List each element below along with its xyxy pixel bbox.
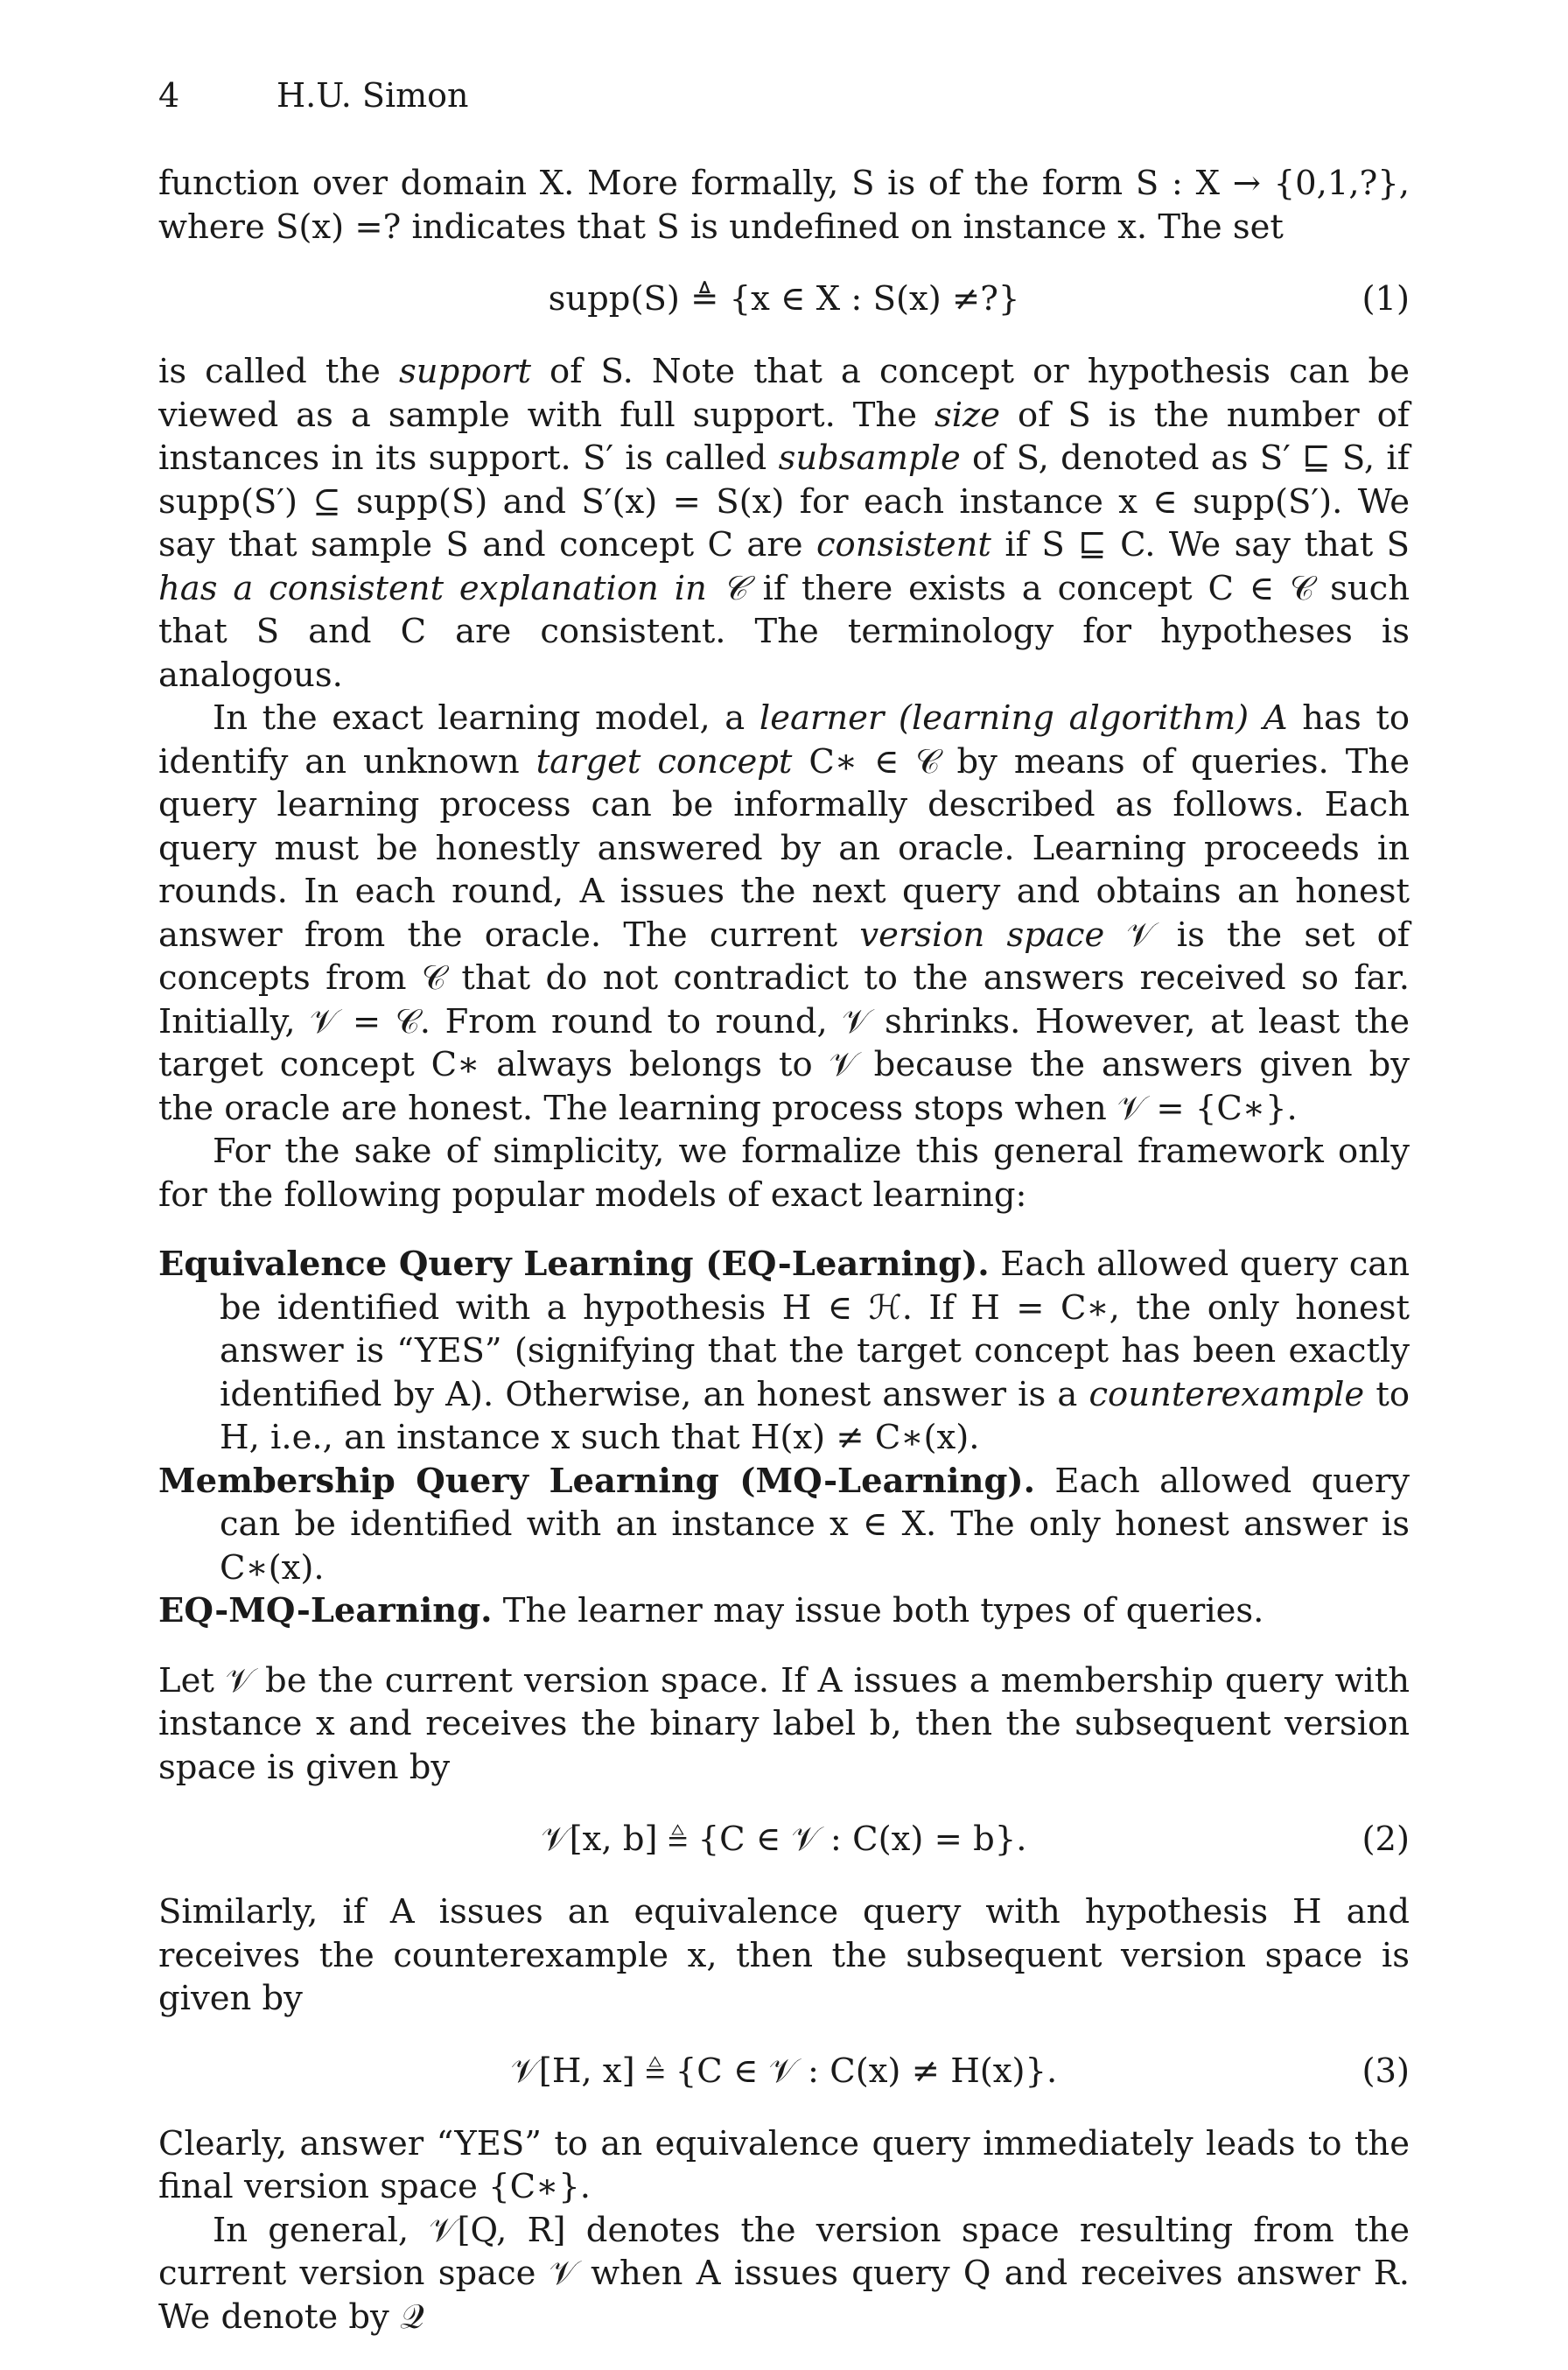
equation-number: (3) (1362, 2051, 1410, 2091)
paragraph: In general, 𝒱[Q, R] denotes the version space resulting from the current version space 𝒱 when A issues query Q and receives answer R. We denote by 𝒬 (158, 2210, 1410, 2337)
equation-3 (158, 2050, 1410, 2093)
paragraph: is called the support of S. Note that a concept or hypothesis can be viewed as a sample with full support. The size of S is the number of instances in its support. S′ is called subsample of S, denoted as S′ ⊑ S, if supp(S′) ⊆ supp(S) and S′(x) = S(x) for each instance x ∈ supp(S′). We say that sample S and concept C are consistent if S ⊑ C. We say that S has a consistent explanation in 𝒞 if there exists a concept C ∈ 𝒞 such that S and C are consistent. The terminology for hypotheses is analogous. (158, 352, 1410, 695)
equation-1 (158, 277, 1410, 321)
paragraph: Clearly, answer “YES” to an equivalence query immediately leads to the final version space {C∗}. (158, 2123, 1410, 2206)
emphasis: has a consistent explanation in 𝒞 (158, 568, 747, 608)
emphasis: subsample (778, 438, 961, 478)
emphasis: learner (learning algorithm) A (759, 698, 1288, 738)
paragraph: Similarly, if A issues an equivalence query with hypothesis H and receives the counterexample x, then the subsequent version space is given by (158, 1892, 1410, 2018)
emphasis: support (399, 352, 531, 391)
equation-body: 𝒱[H, x] ≜ {C ∈ 𝒱 : C(x) ≠ H(x)}. (510, 2051, 1058, 2091)
body-text (158, 162, 1410, 2338)
emphasis: target concept (536, 741, 793, 782)
emphasis: version space (859, 915, 1105, 955)
equation-body: 𝒱[x, b] ≜ {C ∈ 𝒱 : C(x) = b}. (541, 1820, 1027, 1859)
definition-term: Equivalence Query Learning (EQ-Learning). (158, 1245, 990, 1284)
emphasis: consistent (816, 525, 991, 564)
definition-item: Membership Query Learning (MQ-Learning). Each allowed query can be identified with an instance x ∈ X. The only honest answer is C∗(x). (158, 1461, 1410, 1588)
paragraph: For the sake of simplicity, we formalize this general framework only for the following popular models of exact learning: (158, 1132, 1410, 1215)
definition-item: EQ-MQ-Learning. The learner may issue both types of queries. (158, 1591, 1264, 1630)
definition-item: Equivalence Query Learning (EQ-Learning). Each allowed query can be identified with a hypothesis H ∈ ℋ. If H = C∗, the only honest answer is “YES” (signifying that the target concept has been exactly identified by A). Otherwise, an honest answer is a counterexample to H, i.e., an instance x such that H(x) ≠ C∗(x). (158, 1245, 1410, 1457)
equation-number: (1) (1362, 279, 1410, 319)
emphasis: size (934, 395, 1001, 435)
emphasis: counterexample (1088, 1374, 1365, 1414)
paragraph: Let 𝒱 be the current version space. If A issues a membership query with instance x and receives the binary label b, then the subsequent version space is given by (158, 1660, 1410, 1787)
equation-2 (158, 1818, 1410, 1862)
equation-number: (2) (1362, 1820, 1410, 1859)
page-number: 4 (158, 76, 180, 115)
definition-term: Membership Query Learning (MQ-Learning). (158, 1461, 1036, 1501)
paragraph: function over domain X. More formally, S is of the form S : X → {0,1,?}, where S(x) =? indicates that S is undefined on instance x. The set (158, 164, 1410, 247)
definition-term: EQ-MQ-Learning. (158, 1591, 493, 1630)
equation-body: supp(S) ≜ {x ∈ X : S(x) ≠?} (548, 279, 1020, 319)
running-author: H.U. Simon (276, 76, 469, 115)
paragraph: In the exact learning model, a learner (learning algorithm) A has to identify an unknown target concept C∗ ∈ 𝒞 by means of queries. The query learning process can be informally described as follows. Each query must be honestly answered by an oracle. Learning proceeds in rounds. In each round, A issues the next query and obtains an honest answer from the oracle. The current version space 𝒱 is the set of concepts from 𝒞 that do not contradict to the answers received so far. Initially, 𝒱 = 𝒞. From round to round, 𝒱 shrinks. However, at least the target concept C∗ always belongs to 𝒱 because the answers given by the oracle are honest. The learning process stops when 𝒱 = {C∗}. (158, 698, 1410, 1128)
running-header (158, 75, 468, 116)
definition-list (158, 1243, 1410, 1633)
